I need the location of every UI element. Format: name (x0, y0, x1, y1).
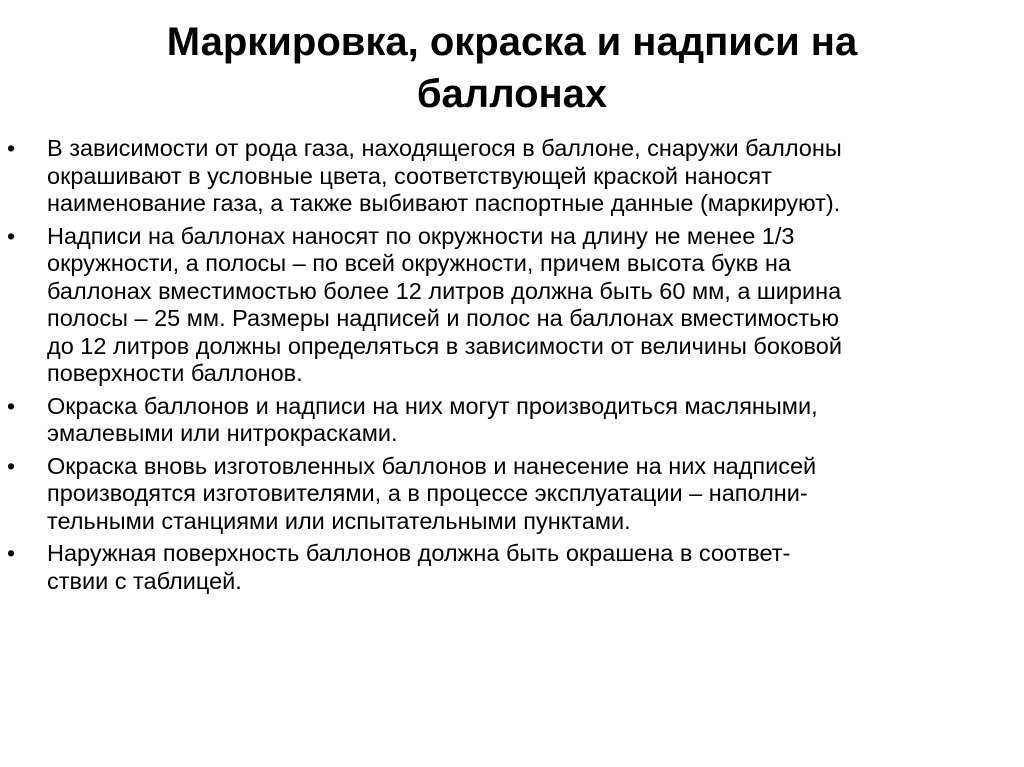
bullet-text-line: тельными станциями или испытательными пунктами. (47, 507, 631, 534)
bullet-text-line: окрашивают в условные цвета, соответствующей краской наносят (47, 162, 772, 189)
bullet-text-line: баллонах вместимостью более 12 литров должна быть 60 мм, а ширина (47, 277, 842, 304)
bullet-item (0, 540, 1024, 595)
bullet-icon: • (7, 135, 16, 161)
bullet-icon: • (7, 540, 16, 566)
bullet-text-line: В зависимости от рода газа, находящегося в баллоне, снаружи баллоны (47, 135, 842, 161)
bullet-text-line: производятся изготовителями, а в процессе эксплуатации – наполни- (47, 480, 808, 506)
bullet-item (0, 393, 1024, 448)
bullet-text-line: Надписи на баллонах наносят по окружности на длину не менее 1/3 (47, 222, 795, 249)
bullet-text-line: Окраска баллонов и надписи на них могут производиться масляными, (47, 392, 818, 419)
slide-title (40, 16, 984, 120)
bullet-icon: • (7, 392, 16, 419)
bullet-text-line: эмалевыми или нитрокрасками. (47, 420, 398, 446)
bullet-text-line: окружности, а полосы – по всей окружности, причем высота букв на (47, 250, 791, 276)
bullet-text-line: наименование газа, а также выбивают паспортные данные (маркируют). (47, 190, 841, 216)
bullet-text-line: до 12 литров должны определяться в зависимости от величины боковой (47, 332, 842, 359)
bullet-item (0, 223, 1024, 388)
bullet-item (0, 135, 1024, 218)
slide-title-line: баллонах (416, 72, 608, 116)
slide-title-line: Маркировка, окраска и надписи на (166, 20, 858, 64)
bullet-icon: • (7, 222, 16, 249)
bullet-text-line: Наружная поверхность баллонов должна быть окрашена в соответ- (47, 540, 791, 566)
bullet-list (0, 135, 1024, 600)
bullet-text-line: Окраска вновь изготовленных баллонов и нанесение на них надписей (47, 452, 817, 479)
bullet-icon: • (7, 452, 16, 479)
bullet-text-line: полосы – 25 мм. Размеры надписей и полос на баллонах вместимостью (47, 305, 840, 331)
bullet-text-line: поверхности баллонов. (47, 360, 303, 386)
bullet-text-line: ствии с таблицей. (47, 567, 242, 594)
bullet-item (0, 453, 1024, 536)
